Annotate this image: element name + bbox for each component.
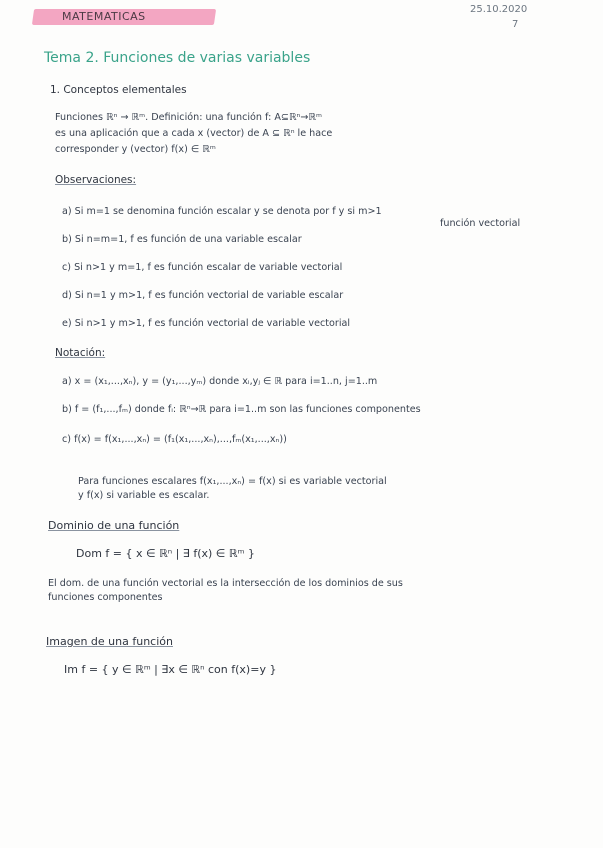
page-number: 7 [512, 19, 519, 30]
observaciones-heading: Observaciones: [55, 174, 137, 186]
page-title: Tema 2. Funciones de varias variables [44, 50, 311, 66]
observation-item: c) Si n>1 y m=1, f es función escalar de variable vectorial [62, 262, 343, 273]
notacion-heading: Notación: [55, 347, 106, 359]
dominio-formula: Dom f = { x ∈ ℝⁿ | ∃ f(x) ∈ ℝᵐ } [76, 547, 255, 560]
definition-line: es una aplicación que a cada x (vector) de A ⊆ ℝⁿ le hace [55, 128, 333, 139]
definition-line: corresponder y (vector) f(x) ∈ ℝᵐ [55, 144, 216, 155]
notation-note: Para funciones escalares f(x₁,...,xₙ) = f(x) si es variable vectorial [78, 476, 387, 487]
observation-item: función vectorial [440, 218, 521, 229]
definition-line: Funciones ℝⁿ → ℝᵐ. Definición: una función f: A⊆ℝⁿ→ℝᵐ [55, 112, 322, 123]
dominio-note: El dom. de una función vectorial es la intersección de los dominios de sus [48, 578, 403, 589]
date-label: 25.10.2020 [470, 4, 528, 15]
observation-item: a) Si m=1 se denomina función escalar y se denota por f y si m>1 [62, 206, 382, 217]
dominio-note: funciones componentes [48, 592, 163, 603]
notation-item: b) f = (f₁,...,fₘ) donde fᵢ: ℝⁿ→ℝ para i=1..m son las funciones componentes [62, 404, 421, 415]
section-heading: 1. Conceptos elementales [50, 84, 187, 96]
observation-item: d) Si n=1 y m>1, f es función vectorial de variable escalar [62, 290, 344, 301]
dominio-heading: Dominio de una función [48, 519, 180, 532]
notation-item: a) x = (x₁,...,xₙ), y = (y₁,...,yₘ) donde xᵢ,yⱼ ∈ ℝ para i=1..n, j=1..m [62, 376, 378, 387]
imagen-heading: Imagen de una función [46, 635, 173, 648]
observation-item: e) Si n>1 y m>1, f es función vectorial de variable vectorial [62, 318, 351, 329]
notation-note: y f(x) si variable es escalar. [78, 490, 210, 501]
subject-label: MATEMATICAS [62, 10, 146, 23]
observation-item: b) Si n=m=1, f es función de una variable escalar [62, 234, 302, 245]
notation-item: c) f(x) = f(x₁,...,xₙ) = (f₁(x₁,...,xₙ),...,fₘ(x₁,...,xₙ)) [62, 434, 287, 445]
imagen-formula: Im f = { y ∈ ℝᵐ | ∃x ∈ ℝⁿ con f(x)=y } [64, 663, 277, 676]
